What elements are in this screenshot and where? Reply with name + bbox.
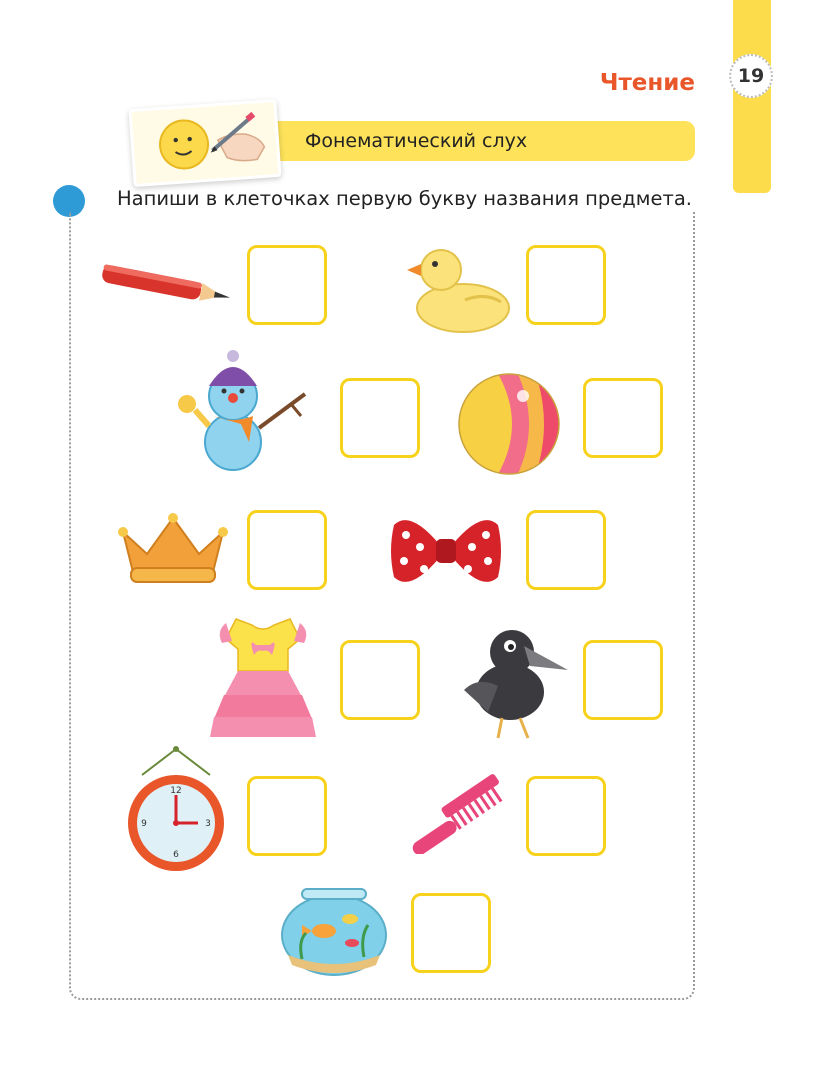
task-frame xyxy=(69,212,695,1000)
drawing-hand-icon xyxy=(132,103,272,178)
section-title: Чтение xyxy=(599,70,695,96)
answer-box[interactable] xyxy=(583,640,663,720)
dress-icon xyxy=(208,615,318,745)
answer-box[interactable] xyxy=(247,776,327,856)
answer-box[interactable] xyxy=(247,245,327,325)
duck-icon xyxy=(405,240,513,340)
comb-icon xyxy=(405,770,509,858)
crown-icon xyxy=(117,510,229,592)
clock-icon xyxy=(122,745,230,877)
clock-numeral: 9 xyxy=(141,819,147,829)
task-instruction: Напиши в клеточках первую букву названия предмета. xyxy=(117,187,692,210)
crow-icon xyxy=(458,620,570,748)
page-number: 19 xyxy=(729,54,773,98)
clock-numeral: 3 xyxy=(205,819,211,829)
clock-numeral: 6 xyxy=(173,850,179,860)
aquarium-icon xyxy=(280,885,388,981)
answer-box[interactable] xyxy=(526,245,606,325)
topic-label: Фонематический слух xyxy=(305,130,528,152)
topic-card xyxy=(128,99,281,187)
answer-box[interactable] xyxy=(247,510,327,590)
answer-box[interactable] xyxy=(340,640,420,720)
answer-box[interactable] xyxy=(340,378,420,458)
clock-numeral: 12 xyxy=(170,786,182,796)
answer-box[interactable] xyxy=(411,893,491,973)
answer-box[interactable] xyxy=(583,378,663,458)
answer-box[interactable] xyxy=(526,776,606,856)
answer-box[interactable] xyxy=(526,510,606,590)
bow-icon xyxy=(390,515,502,591)
pencil-icon xyxy=(97,262,233,316)
snowman-icon xyxy=(175,350,311,478)
ball-icon xyxy=(457,372,561,480)
